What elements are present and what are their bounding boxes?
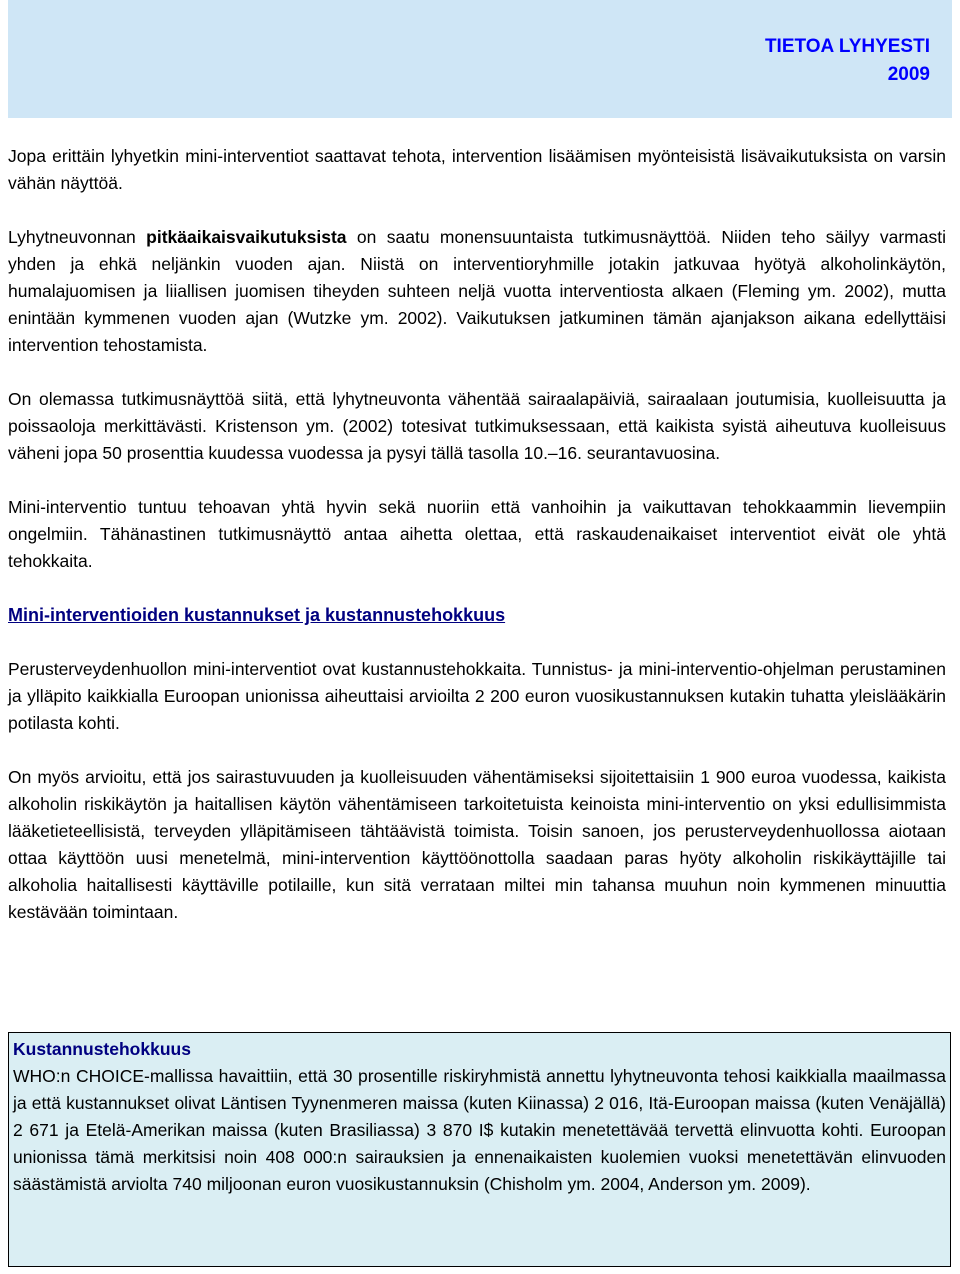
main-content — [8, 143, 946, 926]
info-box-title: Kustannustehokkuus — [13, 1039, 191, 1059]
paragraph-cost: Perusterveydenhuollon mini-interventiot ovat kustannustehokkaita. Tunnistus- ja mini-interventio-ohjelman perustaminen ja ylläpito kaikkialla Euroopan unionissa aiheuttaisi arvioilta 2 200 euron vuosikustannuksen kutakin tuhatta yleislääkärin potilasta kohti. — [8, 659, 946, 733]
section-heading: Mini-interventioiden kustannukset ja kustannustehokkuus — [8, 605, 506, 625]
paragraph-long-term-effects — [8, 224, 946, 359]
paragraph-cost-effectiveness: On myös arvioitu, että jos sairastuvuuden ja kuolleisuuden vähentämiseksi sijoitettaisiin 1 900 euroa vuodessa, kaikista alkoholin riskikäytön ja haitallisen käytön vähentämiseen tarkoitetuista keinoista mini-interventio on yksi edullisimmista lääketieteellisistä, terveyden ylläpitämiseen tähtäävistä toimista. Toisin sanoen, jos perusterveydenhuollossa aiotaan ottaa käyttöön uusi menetelmä, mini-intervention käyttöönottolla saadaan paras hyöty alkoholin riskikäyttäjille tai alkoholia haitallisesti käyttäville potilaille, kun sitä verrataan miltei min tahansa muuhun noin kymmenen minuuttia kestävään toimintaan. — [8, 767, 946, 922]
paragraph-target-groups: Mini-interventio tuntuu tehoavan yhtä hyvin sekä nuoriin että vanhoihin ja vaikuttavan tehokkaammin lievempiin ongelmiin. Tähänastinen tutkimusnäyttö antaa aihetta olettaa, että raskaudenaikaiset interventiot eivät ole yhtä tehokkaita. — [8, 497, 946, 571]
paragraph-text: Lyhytneuvonnan — [8, 227, 147, 247]
info-box-text: WHO:n CHOICE-mallissa havaittiin, että 30 prosentille riskiryhmistä annettu lyhytneuvonta tehosi kaikkialla maailmassa ja että kustannukset olivat Läntisen Tyynenmeren maissa (kuten Kiinassa) 2 016, Itä-Euroopan maissa (kuten Venäjällä) 2 671 ja Etelä-Amerikan maissa (kuten Brasiliassa) 3 870 I$ kutakin menetettävää tervettä elinvuotta kohti. Euroopan unionissa tämä merkitsisi noin 408 000:n sairauksien ja ennenaikaisten kuolemien vuoksi menetettävän elinvuoden säästämistä arviolta 740 miljoonan euron vuosikustannuksin (Chisholm ym. 2004, Anderson ym. 2009). — [13, 1066, 946, 1194]
paragraph-text: on saatu monensuuntaista tutkimusnäyttöä. Niiden teho säilyy varmasti yhden ja ehkä neljänkin vuoden ajan. Niistä on interventioryhmille jotakin jatkuvaa hyötyä alkoholinkäytön, humalajuomisen ja liiallisen juomisen tiheyden suhteen neljä vuotta interventiosta alkaen (Fleming ym. 2002), mutta enintään kymmenen vuoden ajan (Wutzke ym. 2002). Vaikutuksen jatkuminen tämän ajanjakson aikana edellyttäisi intervention tehostamista. — [8, 227, 946, 355]
paragraph-evidence: On olemassa tutkimusnäyttöä siitä, että lyhytneuvonta vähentää sairaalapäiviä, sairaalaan joutumisia, kuolleisuutta ja poissaoloja merkittävästi. Kristenson ym. (2002) totesivat tutkimuksessaan, että kaikista syistä aiheutuva kuolleisuus väheni jopa 50 prosenttia kuudessa vuodessa ja pysyi tällä tasolla 10.–16. seurantavuosina. — [8, 389, 946, 463]
paragraph-intro: Jopa erittäin lyhyetkin mini-interventiot saattavat tehota, intervention lisäämisen myönteisistä lisävaikutuksista on varsin vähän näyttöä. — [8, 146, 946, 193]
title-text: TIETOA LYHYESTI — [764, 36, 930, 57]
title-year: 2009 — [887, 64, 930, 85]
info-box — [8, 1032, 951, 1267]
bold-term: pitkäaikaisvaikutuksista — [146, 227, 347, 247]
document-title — [765, 33, 930, 89]
header-banner — [8, 0, 952, 118]
